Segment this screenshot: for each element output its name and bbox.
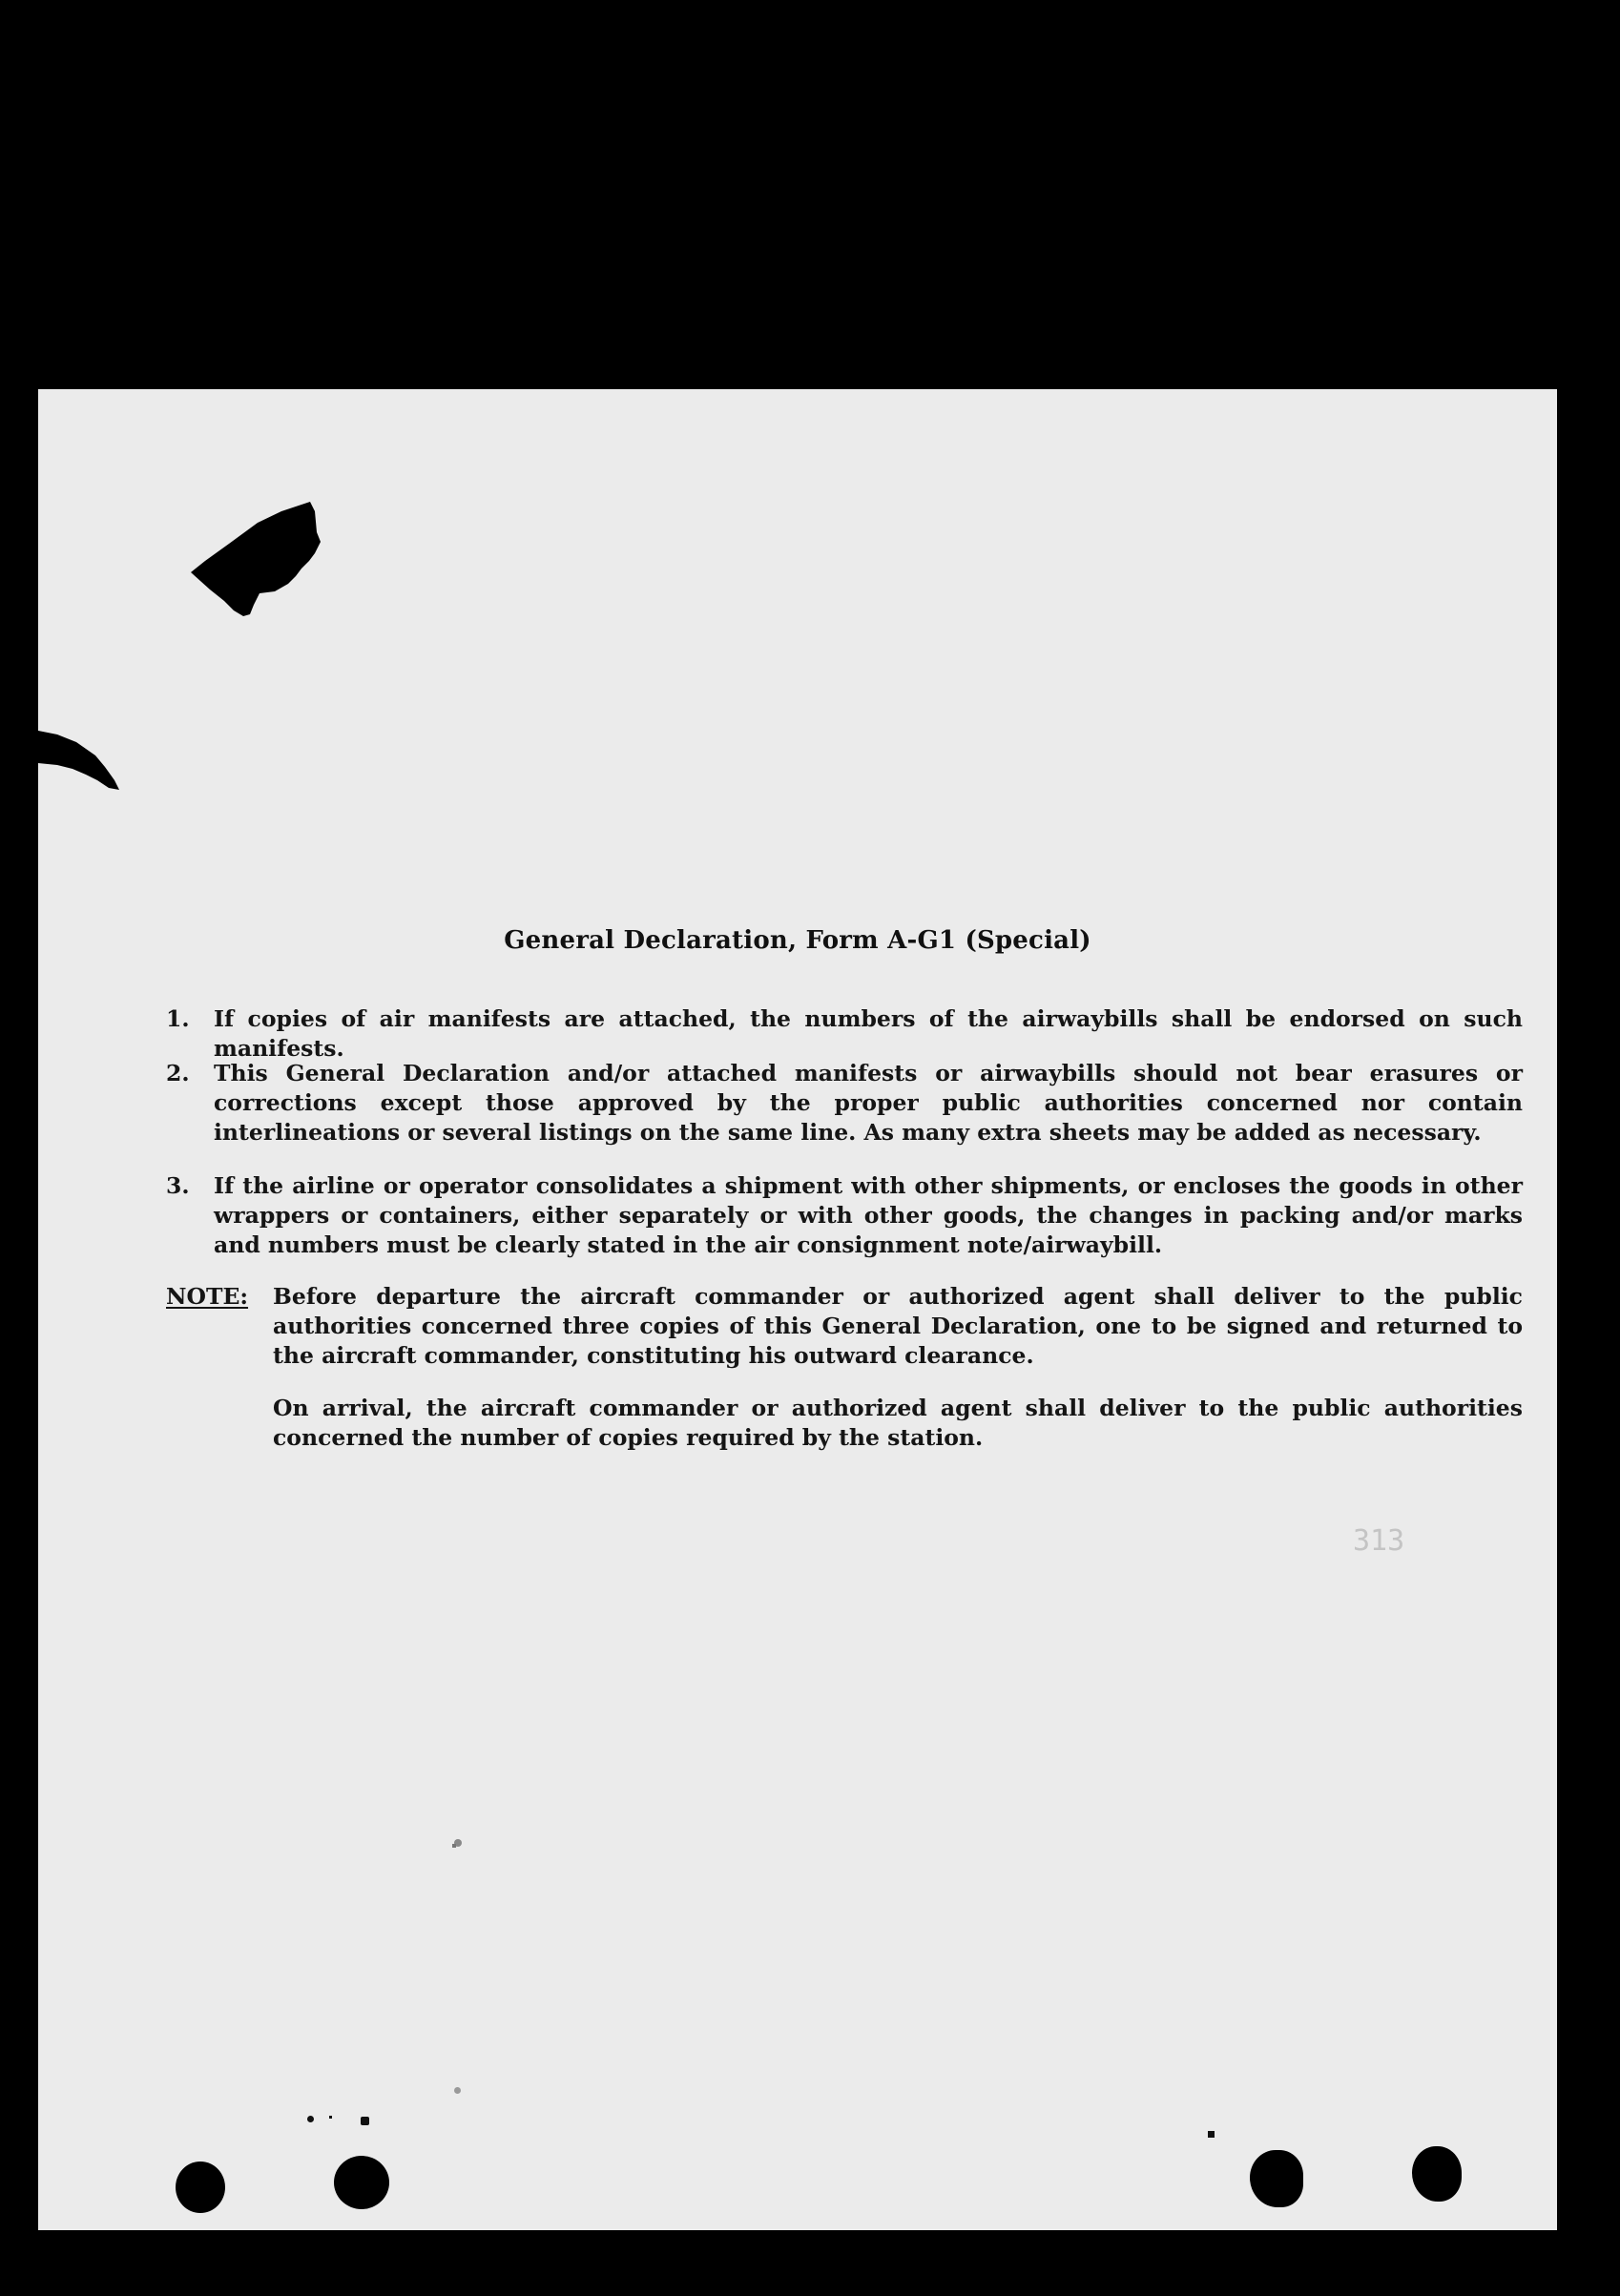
form-title: General Declaration, Form A-G1 (Special)	[504, 926, 1091, 955]
ink-speck	[361, 2117, 369, 2125]
item-text: If the airline or operator consolidates a shipment with other shipments, or encloses the goods in other wrappers or containers, either separately or with other goods, the changes in packing and/or marks and numbers must be clearly stated in the air consignment note/airwaybill.	[214, 1172, 1523, 1258]
punch-hole	[1250, 2150, 1303, 2207]
bleed-through-number: 313	[1353, 1524, 1405, 1558]
document-page	[38, 389, 1557, 2230]
item-text: If copies of air manifests are attached, the numbers of the airwaybills shall be endorsed on such manifests.	[214, 1005, 1523, 1062]
punch-hole	[334, 2156, 389, 2209]
ink-speck	[452, 1844, 456, 1848]
note-paragraph-2: On arrival, the aircraft commander or authorized agent shall deliver to the public authorities concerned the number of copies required by the station.	[273, 1395, 1523, 1451]
ink-speck	[307, 2116, 314, 2122]
note-paragraph-1: Before departure the aircraft commander or authorized agent shall deliver to the public authorities concerned three copies of this General Declaration, one to be signed and returned to the aircraft commander, constituting his outward clearance.	[273, 1283, 1523, 1369]
ink-speck	[1208, 2131, 1215, 2138]
ink-speck	[454, 2087, 461, 2094]
item-number: 3.	[166, 1172, 190, 1199]
item-number: 2.	[166, 1060, 190, 1086]
item-text: This General Declaration and/or attached manifests or airwaybills should not bear erasures or corrections except those approved by the proper public authorities concerned nor contain interlineations or several listings on the same line. As many extra sheets may be added as necessary.	[214, 1060, 1523, 1146]
ink-speck	[329, 2116, 332, 2119]
item-number: 1.	[166, 1005, 190, 1032]
left-edge-tear-mark	[38, 389, 153, 828]
punch-hole	[1412, 2146, 1462, 2202]
punch-hole	[176, 2162, 225, 2213]
note-label: NOTE:	[166, 1283, 249, 1310]
